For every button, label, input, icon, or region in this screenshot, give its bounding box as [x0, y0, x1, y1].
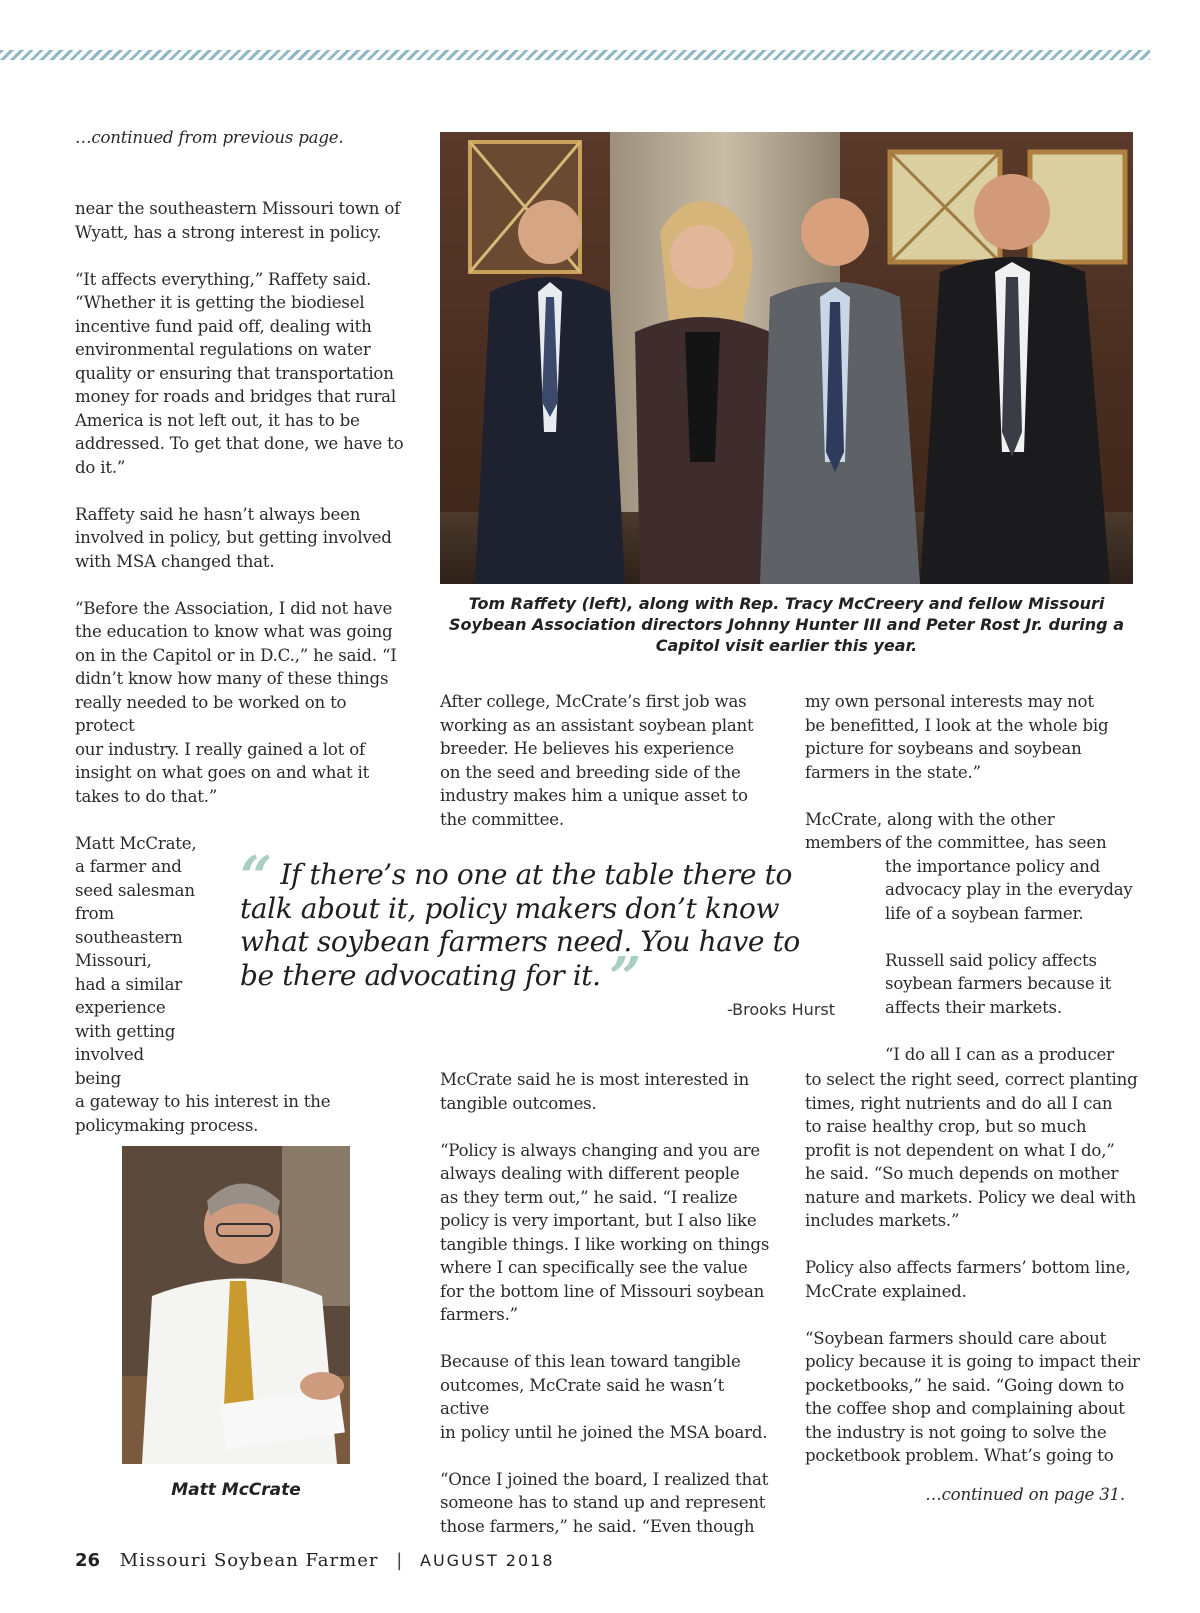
- open-quote-icon: “: [240, 844, 272, 910]
- col2-bottom-paragraph-1: McCrate said he is most interested in tangible outcomes.: [440, 1070, 749, 1113]
- capitol-group-photo-image: [440, 132, 1133, 584]
- col2-bottom-paragraph-2: “Policy is always changing and you are always dealing with different people as they term out,” he said. “I realize policy is very important, but I also like tangible things. I like working on things where I can specifically see the value for the bottom line of Missouri soybean farmers.”: [440, 1140, 770, 1324]
- pull-quote-text: If there’s no one at the table there to talk about it, policy makers don’t know what soybean farmers need. You have to be there advocating for it.: [240, 858, 800, 992]
- issue-date: AUGUST 2018: [420, 1551, 555, 1570]
- bottom-photo-caption: Matt McCrate: [171, 1480, 301, 1500]
- close-quote-icon: ”: [609, 944, 641, 1011]
- column-3-indent: [885, 831, 1140, 1066]
- col1-paragraph-5: Matt McCrate, a farmer and seed salesman from southeastern Missouri, had a similar experience with getting involved being a gateway to his interest in the policymaking process.: [75, 833, 331, 1135]
- footer-separator: |: [396, 1550, 403, 1571]
- col3-bottom-paragraph-1: to select the right seed, correct planting times, right nutrients and do all I can to raise healthy crop, but so much profit is not dependent on what I do,” he said. “So much depends on mother nature and markets. Policy we deal with includes markets.”: [805, 1070, 1138, 1230]
- matt-mccrate-photo-image: [122, 1146, 350, 1464]
- continued-from-note: …continued from previous page.: [75, 128, 344, 147]
- column-2-bottom: [440, 1068, 770, 1538]
- col1-paragraph-3: Raffety said he hasn’t always been involved in policy, but getting involved with MSA changed that.: [75, 504, 392, 571]
- column-3-bottom: [805, 1068, 1140, 1468]
- matt-mccrate-photo: [122, 1146, 350, 1464]
- top-decorative-stripe: [0, 50, 1150, 60]
- col2-bottom-paragraph-4: “Once I joined the board, I realized that someone has to stand up and represent those farmers,” he said. “Even though: [440, 1469, 769, 1536]
- page-number: 26: [75, 1550, 101, 1571]
- col3-top-paragraph-2: McCrate, along with the other members: [805, 809, 1055, 852]
- col3-indent-paragraph-1: of the committee, has seen the importance policy and advocacy play in the everyday life of a soybean farmer.: [885, 833, 1133, 923]
- column-2-top: [440, 690, 770, 831]
- col3-indent-paragraph-3: “I do all I can as a producer: [885, 1044, 1114, 1064]
- col1-paragraph-4: “Before the Association, I did not have the education to know what was going on in the Capitol or in D.C.,” he said. “I didn’t know how many of these things really needed to be worked on to protect our industry. I really gained a lot of insight on what goes on and what it takes to do that.”: [75, 598, 397, 806]
- col3-bottom-paragraph-2: Policy also affects farmers’ bottom line, McCrate explained.: [805, 1258, 1131, 1301]
- column-3-top: [805, 690, 1135, 855]
- top-photo-caption: Tom Raffety (left), along with Rep. Tracy McCreery and fellow Missouri Soybean Association directors Johnny Hunter III and Peter Rost Jr. during a Capitol visit earlier this year.: [449, 594, 1124, 655]
- page-footer: [75, 1550, 555, 1571]
- col2-bottom-paragraph-3: Because of this lean toward tangible outcomes, McCrate said he wasn’t active in policy until he joined the MSA board.: [440, 1352, 768, 1442]
- col3-indent-paragraph-2: Russell said policy affects soybean farmers because it affects their markets.: [885, 950, 1112, 1017]
- col3-top-paragraph-1: my own personal interests may not be benefitted, I look at the whole big picture for soybeans and soybean farmers in the state.”: [805, 692, 1109, 782]
- capitol-group-photo: [440, 132, 1133, 584]
- magazine-title: Missouri Soybean Farmer: [119, 1550, 379, 1571]
- col2-top-paragraph-1: After college, McCrate’s first job was working as an assistant soybean plant breeder. He believes his experience on the seed and breeding side of the industry makes him a unique asset to the committee.: [440, 692, 754, 829]
- col1-paragraph-1: near the southeastern Missouri town of Wyatt, has a strong interest in policy.: [75, 199, 401, 242]
- continued-on-note: …continued on page 31.: [925, 1485, 1125, 1504]
- col3-bottom-paragraph-3: “Soybean farmers should care about policy because it is going to impact their pocketbooks,” he said. “Going down to the coffee shop and complaining about the industry is not going to solve the pocketbook problem. What’s going to: [805, 1328, 1140, 1465]
- column-1: [75, 197, 405, 1137]
- col1-paragraph-2: “It affects everything,” Raffety said. “Whether it is getting the biodiesel incentive fund paid off, dealing with environmental regulations on water quality or ensuring that transportation money for roads and bridges that rural America is not left out, it has to be addressed. To get that done, we have to do it.”: [75, 269, 404, 477]
- pull-quote-attribution: -Brooks Hurst: [726, 1000, 835, 1019]
